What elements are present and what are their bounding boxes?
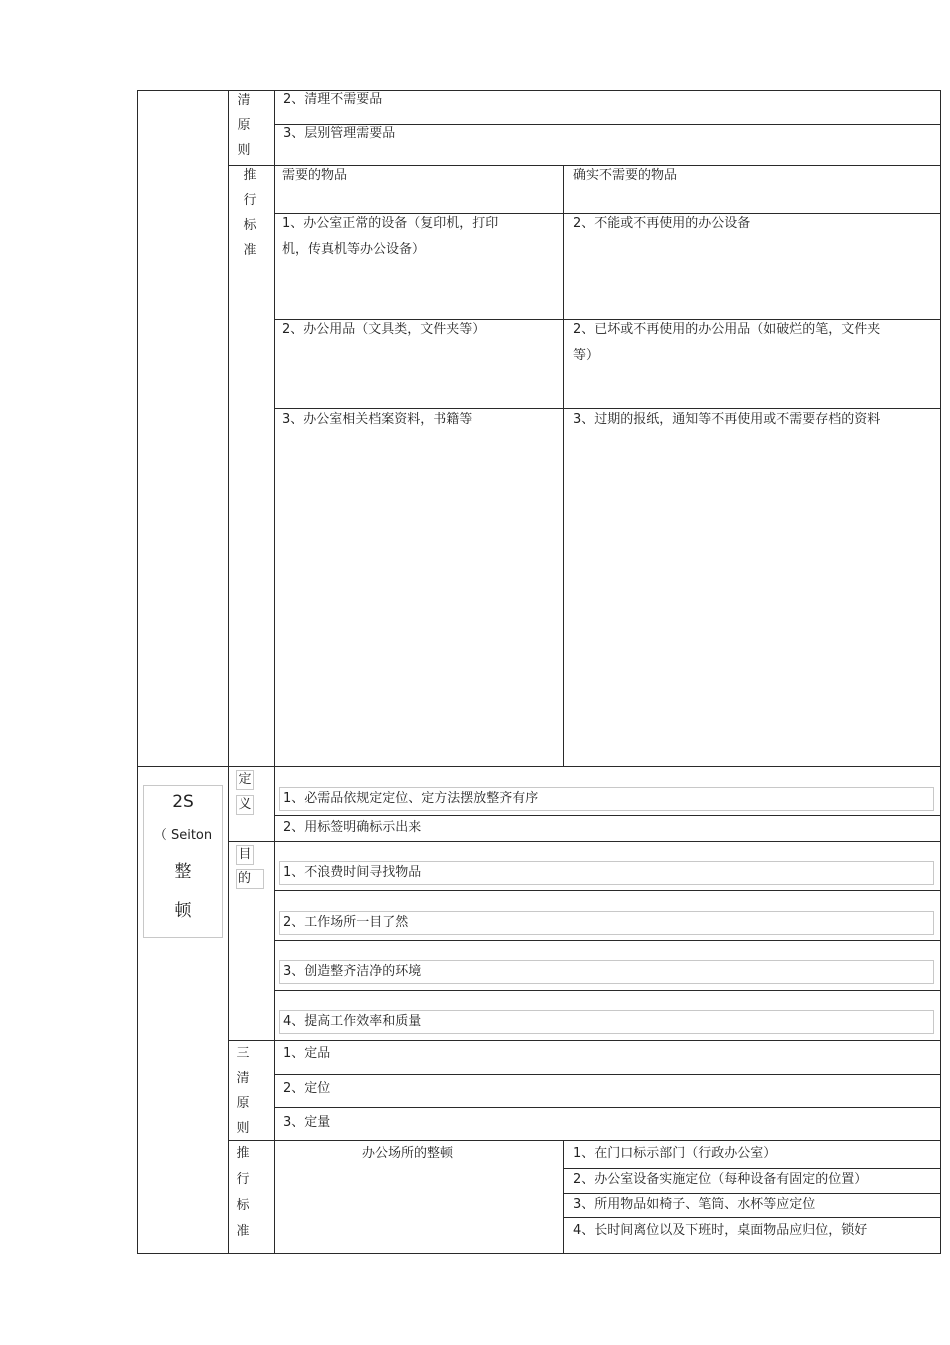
purpose-label-char: 的 <box>236 869 264 889</box>
section-2s-label <box>143 785 223 938</box>
principle-item: 2、清理不需要品 <box>283 92 383 107</box>
row-line <box>274 890 941 891</box>
standard-item: 4、长时间离位以及下班时，桌面物品应归位，锁好 <box>573 1223 868 1238</box>
table-top-border <box>137 90 941 91</box>
row-line <box>274 1074 941 1075</box>
upper-mid-divider <box>563 165 564 767</box>
definition-label-char: 定 <box>236 770 254 790</box>
purpose-item: 4、提高工作效率和质量 <box>279 1010 934 1034</box>
section-english: （ Seiton <box>153 828 213 843</box>
table-left-border <box>137 90 138 1254</box>
definition-item: 2、用标签明确标示出来 <box>283 820 422 835</box>
lower-mid-divider <box>563 1140 564 1254</box>
unneeded-items-header: 确实不需要的物品 <box>573 168 678 183</box>
unneeded-item: 3、过期的报纸，通知等不再使用或不需要存档的资料 <box>573 412 881 427</box>
standard-title: 办公场所的整顿 <box>362 1146 454 1161</box>
needed-item: 1、办公室正常的设备（复印机，打印机，传真机等办公设备） <box>282 216 499 257</box>
row-line <box>228 1040 941 1041</box>
unneeded-item: 2、已坏或不再使用的办公用品（如破烂的笔，文件夹等） <box>573 322 881 363</box>
row-line <box>563 1193 941 1194</box>
row-line <box>228 1140 941 1141</box>
purpose-item: 3、创造整齐洁净的环境 <box>279 960 934 984</box>
standard-item: 3、所用物品如椅子、笔筒、水杯等应定位 <box>573 1197 816 1212</box>
row-line <box>228 165 941 166</box>
section-divider <box>137 766 941 767</box>
table-col2-divider <box>274 90 275 1254</box>
unneeded-item: 2、不能或不再使用的办公设备 <box>573 216 751 231</box>
row-line <box>274 990 941 991</box>
section-code: 2S <box>172 792 194 812</box>
purpose-item: 1、不浪费时间寻找物品 <box>279 861 934 885</box>
definition-label-char: 义 <box>236 795 254 815</box>
table-col1-divider <box>228 90 229 1254</box>
table-right-border <box>940 90 941 1254</box>
needed-item: 2、办公用品（文具类，文件夹等） <box>282 322 486 337</box>
standard-label: 推 行 标 准 <box>236 1146 250 1239</box>
row-line <box>228 841 941 842</box>
row-line <box>563 1217 941 1218</box>
purpose-item: 2、工作场所一目了然 <box>279 911 934 935</box>
standard-label: 推 行 标 准 <box>243 168 257 258</box>
section-cn-char: 整 <box>174 862 192 882</box>
clean-principle-label: 清 原 则 <box>237 93 251 158</box>
standard-item: 2、办公室设备实施定位（每种设备有固定的位置） <box>573 1172 868 1187</box>
principle-item: 1、定品 <box>283 1046 331 1061</box>
row-line <box>274 940 941 941</box>
row-line <box>563 1168 941 1169</box>
row-line <box>274 1107 941 1108</box>
purpose-label-char: 目 <box>236 845 254 865</box>
table-bottom-border <box>137 1253 941 1254</box>
section-cn-char: 顿 <box>174 901 192 921</box>
needed-items-header: 需要的物品 <box>282 168 348 183</box>
row-line <box>274 815 941 816</box>
principle-label: 三 清 原 则 <box>236 1046 250 1136</box>
principle-item: 3、定量 <box>283 1115 331 1130</box>
standard-item: 1、在门口标示部门（行政办公室） <box>573 1146 777 1161</box>
principle-item: 3、层别管理需要品 <box>283 126 396 141</box>
needed-item: 3、办公室相关档案资料，书籍等 <box>282 412 473 427</box>
definition-item: 1、必需品依规定定位、定方法摆放整齐有序 <box>279 787 934 811</box>
principle-item: 2、定位 <box>283 1081 331 1096</box>
